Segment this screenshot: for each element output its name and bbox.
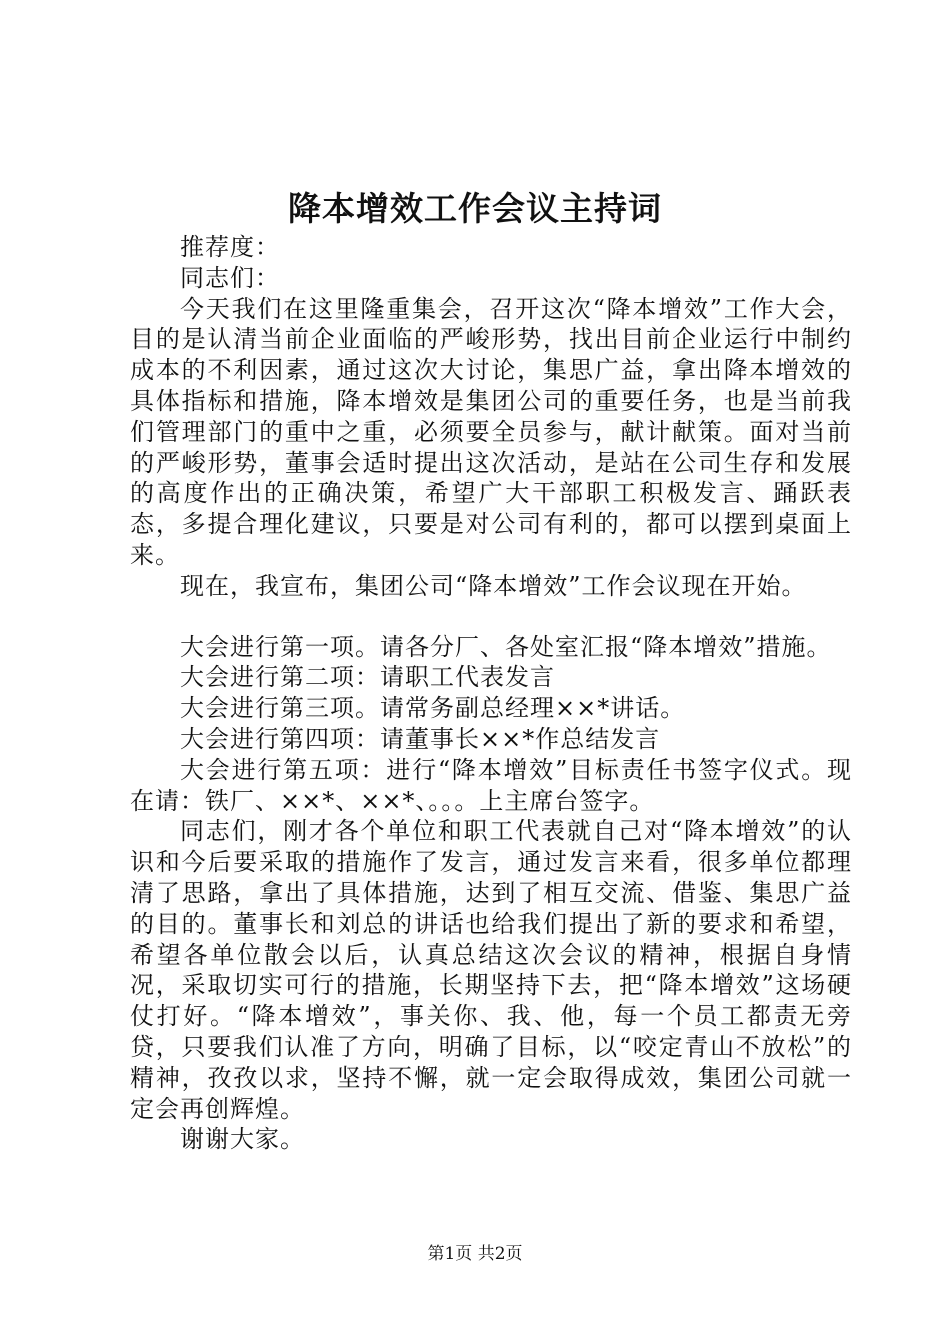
closing-paragraph: 同志们，刚才各个单位和职工代表就自己对“降本增效”的认识和今后要采取的措施作了发言，通过发言来看，很多单位都理清了思路，拿出了具体措施，达到了相互交流、借鉴、集思广益的目的。董事长和刘总的讲话也给我们提出了新的要求和希望，希望各单位散会以后，认真总结这次会议的精神，根据自身情况，采取切实可行的措施，长期坚持下去，把“降本增效”这场硬仗打好。“降本增效”，事关你、我、他，每一个员工都责无旁贷，只要我们认准了方向，明确了目标，以“咬定青山不放松”的精神，孜孜以求，坚持不懈，就一定会取得成效，集团公司就一定会再创辉煌。 (130, 817, 852, 1123)
agenda-item-3: 大会进行第三项。请常务副总经理××*讲话。 (180, 694, 686, 723)
salutation: 同志们： (180, 263, 280, 292)
thanks-line: 谢谢大家。 (180, 1125, 305, 1154)
document-body (130, 232, 852, 1155)
agenda-item-1: 大会进行第一项。请各分厂、各处室汇报“降本增效”措施。 (180, 632, 832, 661)
paragraph-spacer (130, 602, 852, 632)
agenda-item-5: 大会进行第五项：进行“降本增效”目标责任书签字仪式。现在请：铁厂、××*、××*、。。。上主席台签字。 (130, 755, 852, 815)
page-footer: 第1页 共2页 (427, 1244, 523, 1264)
recommendation-line: 推荐度： (180, 233, 280, 261)
meeting-start-paragraph: 现在，我宣布，集团公司“降本增效”工作会议现在开始。 (180, 571, 807, 600)
document-title: 降本增效工作会议主持词 (288, 189, 662, 228)
opening-paragraph: 今天我们在这里隆重集会，召开这次“降本增效”工作大会，目的是认清当前企业面临的严峻形势，找出目前企业运行中制约成本的不利因素，通过这次大讨论，集思广益，拿出降本增效的具体指标和措施，降本增效是集团公司的重要任务，也是当前我们管理部门的重中之重，必须要全员参与，献计献策。面对当前的严峻形势，董事会适时提出这次活动，是站在公司生存和发展的高度作出的正确决策，希望广大干部职工积极发言、踊跃表态，多提合理化建议，只要是对公司有利的，都可以摆到桌面上来。 (130, 294, 852, 569)
agenda-item-2: 大会进行第二项：请职工代表发言 (180, 663, 555, 692)
agenda-item-4: 大会进行第四项：请董事长××*作总结发言 (180, 724, 661, 753)
